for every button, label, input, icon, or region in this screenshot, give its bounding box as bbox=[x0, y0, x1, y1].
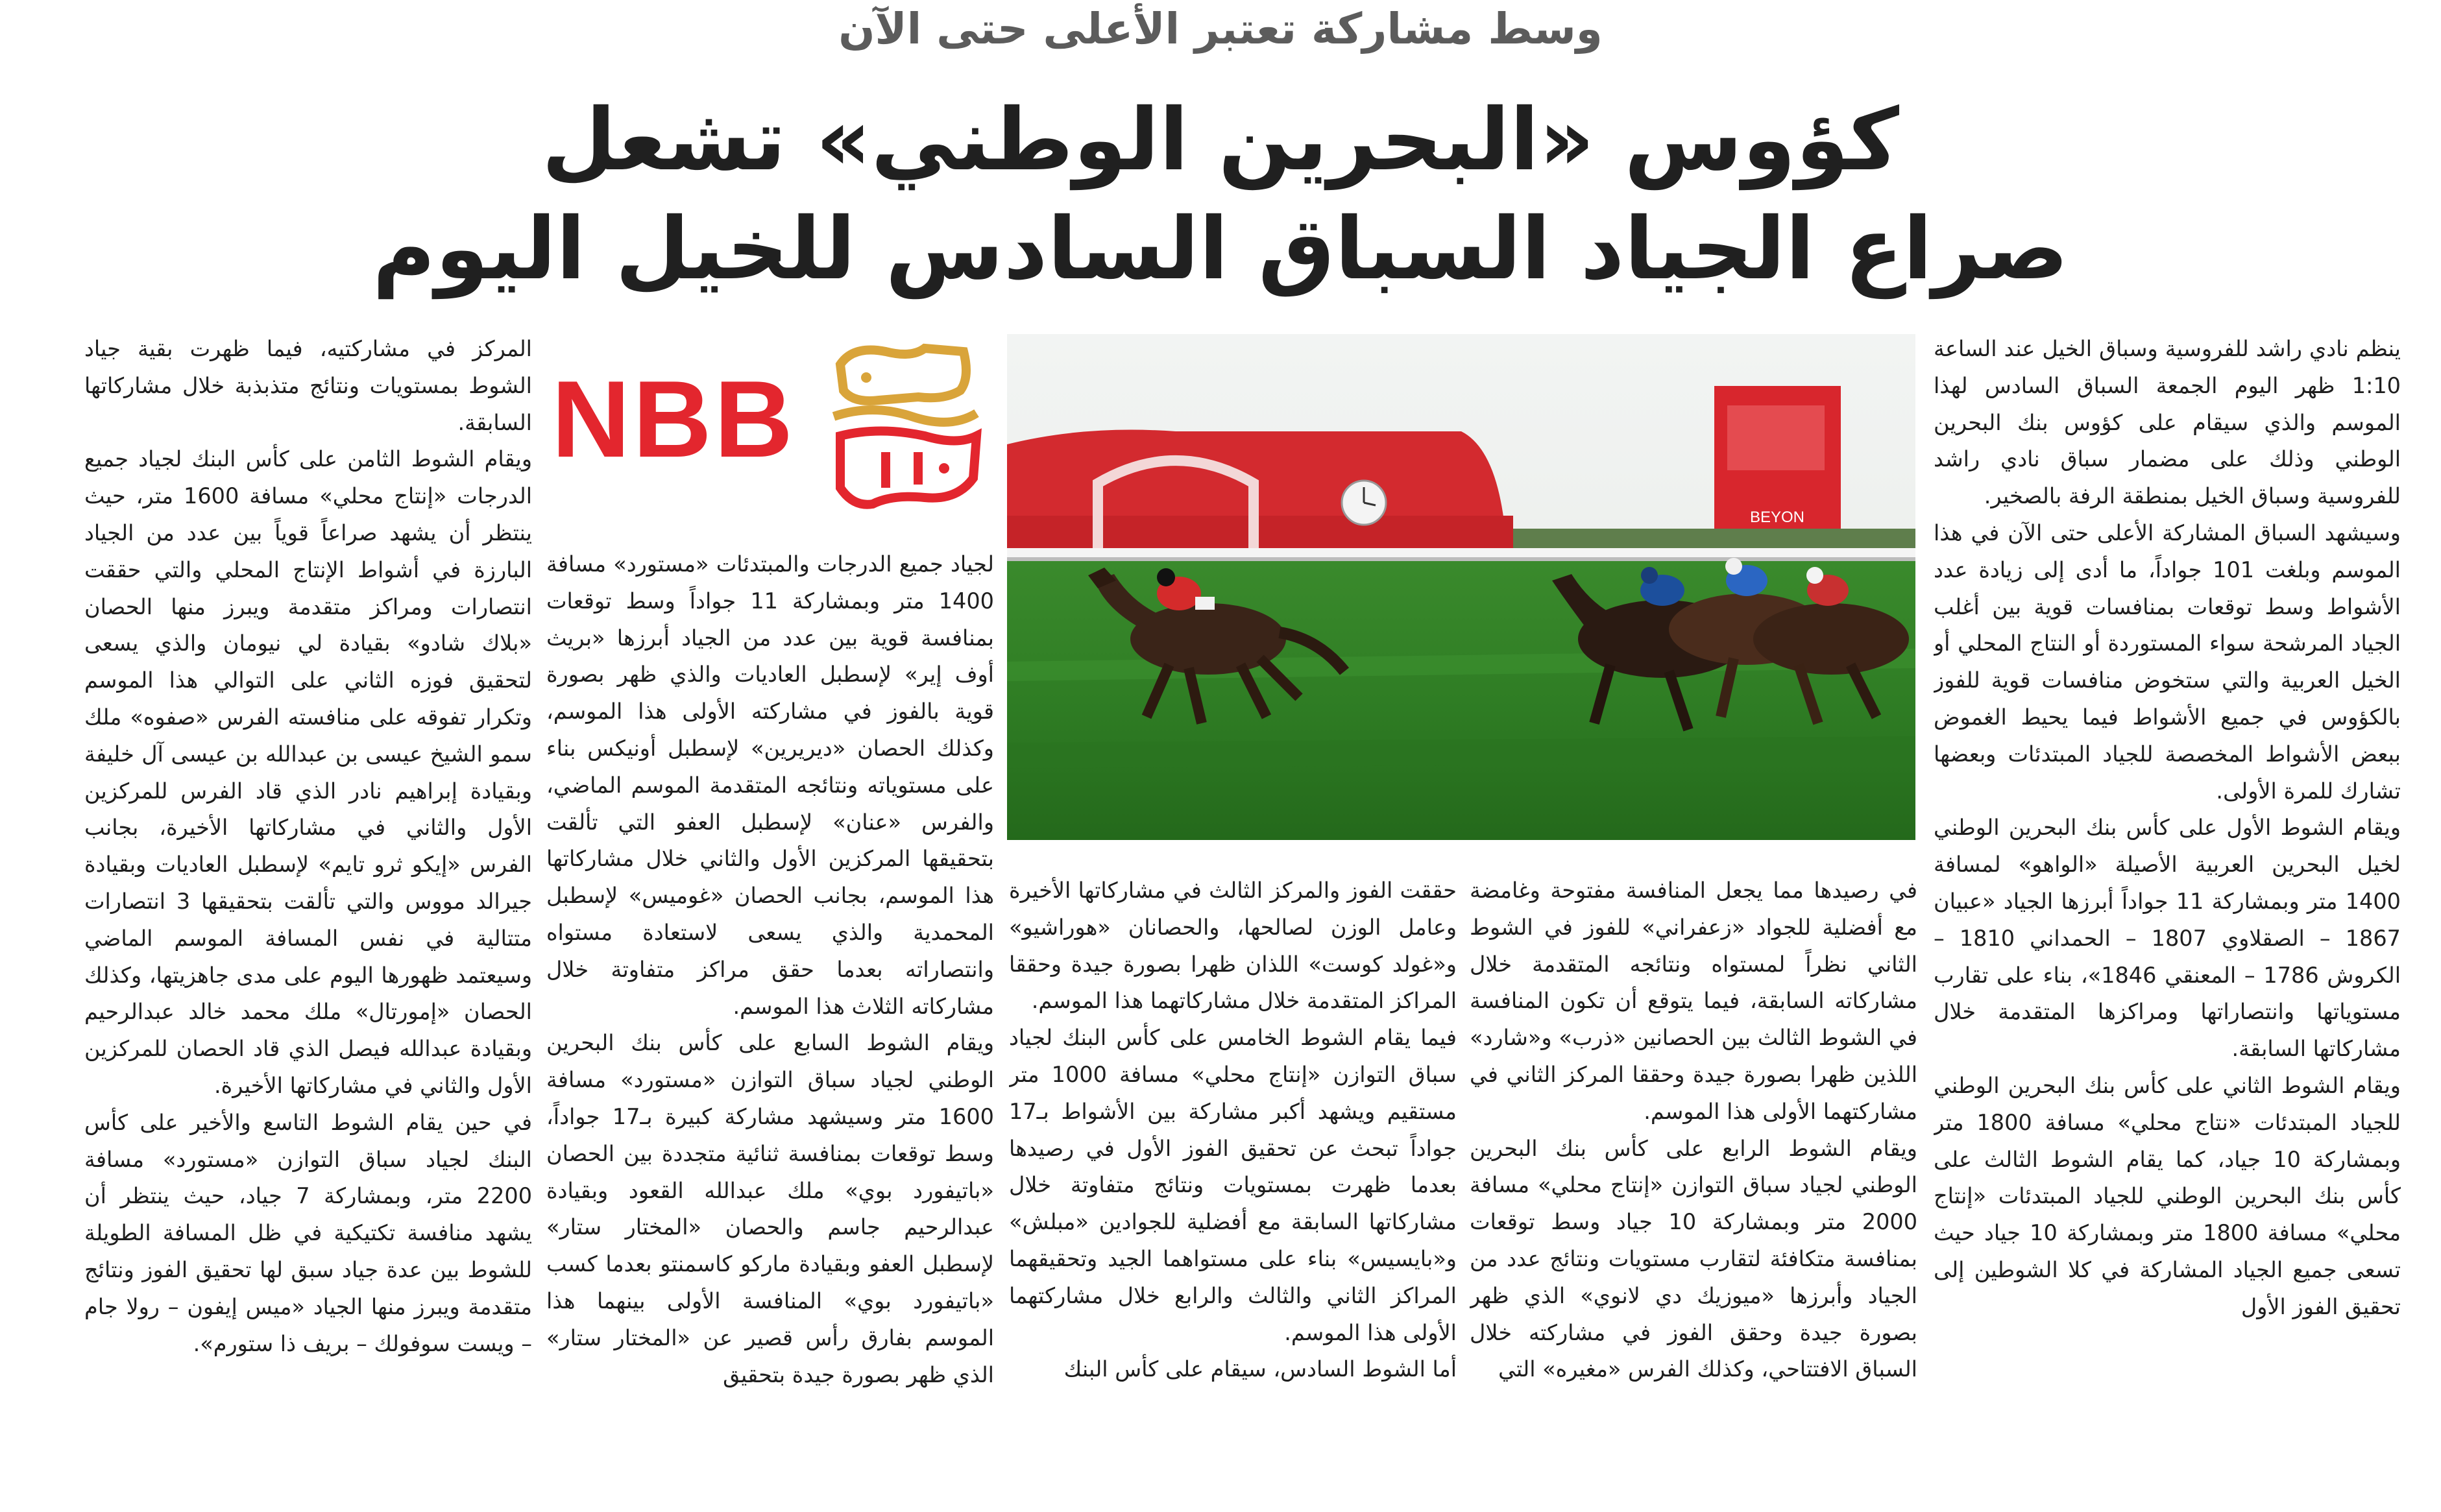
nbb-arabic-mark bbox=[814, 339, 996, 514]
nbb-wordmark: NBB bbox=[552, 358, 795, 480]
paragraph: ويقام الشوط السابع على كأس بنك البحرين الوطني لجياد سباق التوازن «مستورد» مسافة 1600 متر وسيشهد مشاركة كبيرة بـ17 جواداً، وسط توقعات بمنافسة ثنائية متجددة بين الحصان «باتيفورد بوي» ملك عبدالله القعود وبقيادة عبدالرحيم جاسم والحصان «المختار ستار» لإسطبل العفو وبقيادة ماركو كاسمنتو بعدما كسب «باتيفورد بوي» المنافسة الأولى بينهما هذا الموسم بفارق رأس قصير عن «المختار ستار» الذي ظهر بصورة جيدة بتحقيق bbox=[546, 1030, 994, 1387]
paragraph: ينظم نادي راشد للفروسية وسباق الخيل عند الساعة 1:10 ظهر اليوم الجمعة السباق السادس لهذا الموسم والذي سيقام على كؤوس بنك البحرين الوطني وذلك على مضمار سباق نادي راشد للفروسية وسباق الخيل بمنطقة الرفة بالصخير. bbox=[1934, 336, 2401, 509]
paragraph: وسيشهد السباق المشاركة الأعلى حتى الآن في هذا الموسم وبلغت 101 جواداً، ما أدى إلى زيادة عدد الأشواط وسط توقعات بمنافسات قوية بين أغلب الجياد المرشحة سواء المستوردة أو النتاج المحلي أو الخيل العربية والتي ستخوض منافسات قوية للفوز بالكؤوس في جميع الأشواط فيما يحيط الغموض ببعض الأشواط المخصصة للجياد المبتدئات وبعضها تشارك للمرة الأولى. bbox=[1934, 520, 2401, 804]
article-kicker: وسط مشاركة تعتبر الأعلى حتى الآن bbox=[838, 4, 1603, 54]
article-column-5 bbox=[84, 331, 532, 1498]
paragraph: في حين يقام الشوط التاسع والأخير على كأس البنك لجياد سباق التوازن «مستورد» مسافة 2200 متر، وبمشاركة 7 جياد، حيث ينتظر أن يشهد منافسة تكتيكية في ظل المسافة الطويلة للشوط بين عدة جياد سبق لها تحقيق الفوز ونتائج متقدمة ويبرز منها الجياد «ميس إيفون – رولا جام – ويست سوفولك – بريف ذا ستورم». bbox=[84, 1109, 532, 1356]
paragraph: أما الشوط السادس، سيقام على كأس البنك bbox=[1063, 1356, 1457, 1382]
headline-line-1: كؤوس «البحرين الوطني» تشعل bbox=[542, 90, 1899, 190]
paragraph: المركز في مشاركتيه، فيما ظهرت بقية جياد الشوط بمستويات ونتائج متذبذبة خلال مشاركاتها السابقة. bbox=[84, 336, 532, 435]
article-column-3 bbox=[1009, 872, 1457, 1498]
paragraph: حققت الفوز والمركز الثالث في مشاركاتها الأخيرة وعامل الوزن لصالحها، والحصانان «هوراشيو» و«غولد كوست» اللذان ظهرا بصورة جيدة وحققا المراكز المتقدمة خلال مشاركاتهما هذا الموسم. bbox=[1009, 878, 1457, 1014]
paragraph: ويقام الشوط الثاني على كأس بنك البحرين الوطني للجياد المبتدئات «نتاج محلي» مسافة 1800 متر وبمشاركة 10 جياد، كما يقام الشوط الثالث على كأس بنك البحرين الوطني للجياد المبتدئات «إنتاج محلي» مسافة 1800 متر وبمشاركة 10 جياد حيث تسعى جميع الجياد المشاركة في كلا الشوطين إلى تحقيق الفوز الأول bbox=[1934, 1072, 2401, 1319]
article-column-1 bbox=[1934, 331, 2401, 1498]
sponsor-sign-text: BEYON bbox=[1749, 509, 1805, 526]
paragraph: ويقام الشوط الأول على كأس بنك البحرين الوطني لخيل البحرين العربية الأصيلة «الواهو» لمسافة 1400 متر وبمشاركة 11 جواداً أبرزها الجياد «عبيان 1867 – الصقلاوي 1807 – الحمداني 1810 – الكروش 1786 – المعنقي 1846»، بناء على تقارب مستوياتها وانتصاراتها ومراكزها المتقدمة خلال مشاركاتها السابقة. bbox=[1934, 815, 2401, 1062]
nbb-logo bbox=[552, 339, 999, 514]
paragraph: فيما يقام الشوط الخامس على كأس البنك لجياد سباق التوازن «إنتاج محلي» مسافة 1000 متر مستقيم ويشهد أكبر مشاركة بين الأشواط بـ17 جواداً تبحث عن تحقيق الفوز الأول في رصيدها بعدما ظهرت بمستويات ونتائج متفاوتة خلال مشاركاتها السابقة مع أفضلية للجوادين «مبلش» و«بايسيس» بناء على مستواهما الجيد وتحقيقهما المراكز الثاني والثالث والرابع خلال مشاركتهما الأولى هذا الموسم. bbox=[1009, 1025, 1457, 1345]
headline-line-2: صراع الجياد السباق السادس للخيل اليوم bbox=[372, 199, 2069, 299]
article-column-4 bbox=[546, 546, 994, 1498]
race-photo bbox=[1007, 334, 1915, 840]
article-column-2 bbox=[1470, 872, 1917, 1498]
paragraph: لجياد جميع الدرجات والمبتدئات «مستورد» مسافة 1400 متر وبمشاركة 11 جواداً وسط توقعات بمنافسة قوية بين عدد من الجياد أبرزها «بريث أوف إير» لإسطبل العاديات والذي ظهر بصورة قوية بالفوز في مشاركته الأولى هذا الموسم، وكذلك الحصان «ديريرين» لإسطبل أونيكس بناء على مستوياته ونتائجه المتقدمة الموسم الماضي، والفرس «عنان» لإسطبل العفو التي تألقت بتحقيقها المركزين الأول والثاني خلال مشاركاتها هذا الموسم، بجانب الحصان «غوميس» لإسطبل المحمدية والذي يسعى لاستعادة مستواه وانتصاراته بعدما حقق مراكز متفاوتة خلال مشاركاته الثلاث هذا الموسم. bbox=[546, 551, 994, 1019]
paragraph: ويقام الشوط الرابع على كأس بنك البحرين الوطني لجياد سباق التوازن «إنتاج محلي» مسافة 2000 متر وبمشاركة 10 جياد وسط توقعات بمنافسة متكافئة لتقارب مستويات ونتائج عدد من الجياد وأبرزها «ميوزيك دي لانوي» الذي ظهر بصورة جيدة وحقق الفوز في مشاركته خلال السباق الافتتاحي، وكذلك الفرس «مغيره» التي bbox=[1470, 1135, 1917, 1382]
paragraph: في رصيدها مما يجعل المنافسة مفتوحة وغامضة مع أفضلية للجواد «زعفراني» للفوز في الشوط الثاني نظراً لمستواه ونتائجه المتقدمة خلال مشاركاته السابقة، فيما يتوقع أن تكون المنافسة في الشوط الثالث بين الحصانين «ذرب» و«شارد» اللذين ظهرا بصورة جيدة وحققا المركز الثاني في مشاركتهما الأولى هذا الموسم. bbox=[1470, 878, 1917, 1124]
paragraph: ويقام الشوط الثامن على كأس البنك لجياد جميع الدرجات «إنتاج محلي» مسافة 1600 متر، حيث ينتظر أن يشهد صراعاً قوياً بين عدد من الجياد البارزة في أشواط الإنتاج المحلي والتي حققت انتصارات ومراكز متقدمة ويبرز منها الحصان «بلاك شادو» بقيادة لي نيومان والذي يسعى لتحقيق فوزه الثاني على التوالي هذا الموسم وتكرار تفوقه على منافسته الفرس «صفوه» ملك سمو الشيخ عيسى بن عبدالله بن عيسى آل خليفة وبقيادة إبراهيم نادر الذي قاد الفرس للمركزين الأول والثاني في مشاركاتها الأخيرة، بجانب الفرس «إيكو ثرو تايم» لإسطبل العاديات وبقيادة جيرالد مووس والتي تألقت بتحقيقها 3 انتصارات متتالية في نفس المسافة الموسم الماضي وسيعتمد ظهورها اليوم على مدى جاهزيتها، وكذلك الحصان «إمورتال» ملك محمد خالد عبدالرحيم وبقيادة عبدالله فيصل الذي قاد الحصان للمركزين الأول والثاني في مشاركاتها الأخيرة. bbox=[84, 446, 532, 1098]
